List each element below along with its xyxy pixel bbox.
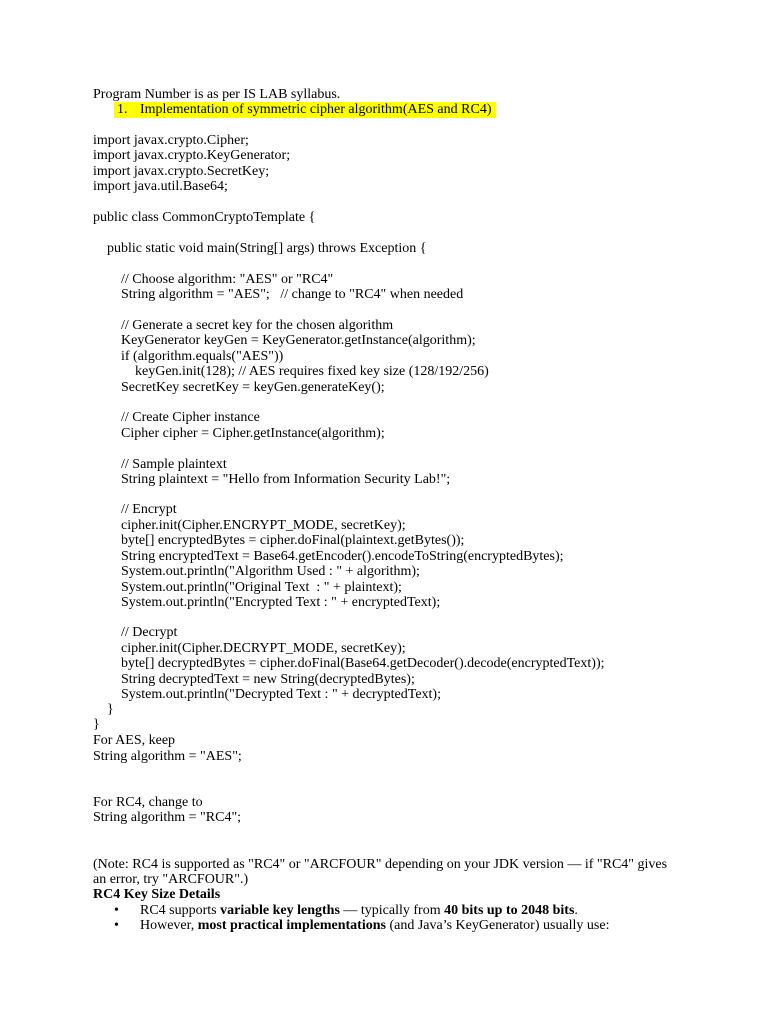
- code-line: System.out.println("Original Text : " + plaintext);: [121, 580, 402, 595]
- code-import-line: import javax.crypto.SecretKey;: [93, 164, 270, 179]
- bullet-bold-part: variable key lengths: [220, 903, 340, 918]
- bullet-icon: •: [114, 903, 119, 918]
- code-closing-brace: }: [93, 717, 100, 732]
- code-line: keyGen.init(128); // AES requires fixed key size (128/192/256): [135, 364, 489, 379]
- code-line: System.out.println("Decrypted Text : " + decryptedText);: [121, 687, 441, 702]
- aes-note-text: For AES, keep: [93, 733, 176, 748]
- bullet-text-part: .: [574, 903, 578, 918]
- bullet-icon: •: [114, 918, 119, 933]
- code-comment: // Generate a secret key for the chosen algorithm: [121, 318, 394, 333]
- bullet-bold-part: most practical implementations: [197, 918, 386, 933]
- aes-note-code: String algorithm = "AES";: [93, 749, 242, 764]
- rc4-note-text: For RC4, change to: [93, 795, 203, 810]
- rc4-note-code: String algorithm = "RC4";: [93, 810, 242, 825]
- code-import-line: import javax.crypto.Cipher;: [93, 133, 249, 148]
- code-comment: // Create Cipher instance: [121, 410, 260, 425]
- code-import-line: import javax.crypto.KeyGenerator;: [93, 148, 291, 163]
- bullet-text-part: (and Java’s KeyGenerator) usually use:: [385, 918, 610, 933]
- code-comment: // Sample plaintext: [121, 457, 227, 472]
- bullet-text-part: — typically from: [339, 903, 445, 918]
- code-line: Cipher cipher = Cipher.getInstance(algorithm);: [121, 426, 385, 441]
- bullet-item: [140, 903, 578, 919]
- jdk-note-line: (Note: RC4 is supported as "RC4" or "ARCFOUR" depending on your JDK version — if "RC4" gives: [93, 857, 668, 872]
- code-class-declaration: public class CommonCryptoTemplate {: [93, 210, 316, 225]
- bullet-text-part: However,: [140, 918, 198, 933]
- code-comment: // Decrypt: [121, 625, 178, 640]
- code-comment: // Encrypt: [121, 502, 177, 517]
- bullet-bold-part: 40 bits up to 2048 bits: [444, 903, 575, 918]
- code-line: byte[] decryptedBytes = cipher.doFinal(Base64.getDecoder().decode(encryptedText));: [121, 656, 605, 671]
- code-line: if (algorithm.equals("AES")): [121, 349, 284, 364]
- code-line: byte[] encryptedBytes = cipher.doFinal(plaintext.getBytes());: [121, 533, 465, 548]
- code-line: String encryptedText = Base64.getEncoder().encodeToString(encryptedBytes);: [121, 549, 564, 564]
- code-line: cipher.init(Cipher.DECRYPT_MODE, secretKey);: [121, 641, 406, 656]
- bullet-text-part: RC4 supports: [140, 903, 221, 918]
- code-line: String plaintext = "Hello from Information Security Lab!";: [121, 472, 451, 487]
- code-comment: // Choose algorithm: "AES" or "RC4": [121, 272, 334, 287]
- rc4-key-size-heading: RC4 Key Size Details: [93, 887, 221, 902]
- code-main-declaration: public static void main(String[] args) throws Exception {: [107, 241, 427, 256]
- intro-text: Program Number is as per IS LAB syllabus.: [93, 87, 341, 102]
- code-import-line: import java.util.Base64;: [93, 179, 228, 194]
- bullet-item: [140, 918, 610, 934]
- jdk-note-line: an error, try "ARCFOUR".): [93, 872, 249, 887]
- code-line: KeyGenerator keyGen = KeyGenerator.getInstance(algorithm);: [121, 333, 476, 348]
- code-line: SecretKey secretKey = keyGen.generateKey();: [121, 380, 385, 395]
- code-line: String decryptedText = new String(decryptedBytes);: [121, 672, 415, 687]
- code-line: System.out.println("Algorithm Used : " + algorithm);: [121, 564, 420, 579]
- code-line: System.out.println("Encrypted Text : " + encryptedText);: [121, 595, 441, 610]
- list-item-title: Implementation of symmetric cipher algorithm(AES and RC4): [140, 102, 492, 117]
- list-item-number: 1.: [117, 102, 128, 117]
- code-closing-brace: }: [107, 702, 114, 717]
- code-line: String algorithm = "AES"; // change to "RC4" when needed: [121, 287, 464, 302]
- code-line: cipher.init(Cipher.ENCRYPT_MODE, secretKey);: [121, 518, 406, 533]
